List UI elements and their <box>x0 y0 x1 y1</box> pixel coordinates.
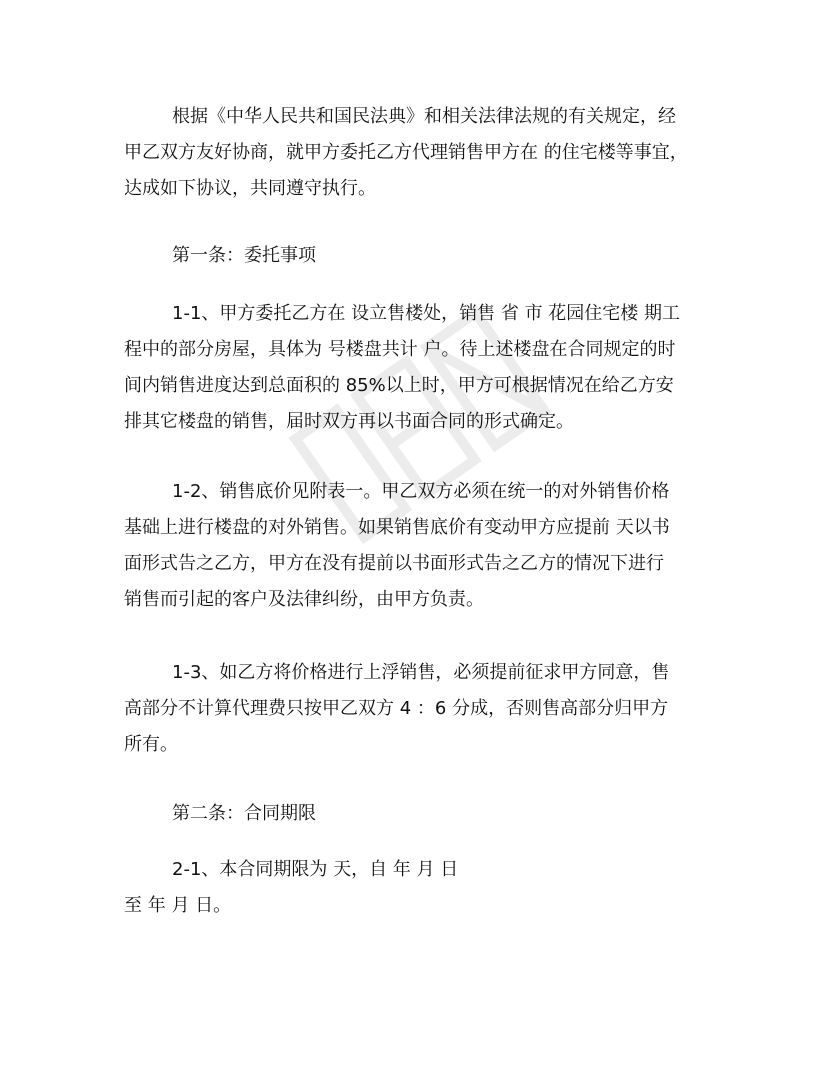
clause-line: 1-3、如乙方将价格进行上浮销售，必须提前征求甲方同意，售 <box>172 662 670 683</box>
intro-line: 甲乙双方友好协商，就甲方委托乙方代理销售甲方在 的住宅楼等事宜， <box>124 142 688 163</box>
clause-line: 高部分不计算代理费只按甲乙双方 4 ：6 分成，否则售高部分归甲方 <box>124 698 669 719</box>
clause-2-1 <box>124 852 724 924</box>
clause-1-3 <box>124 655 724 763</box>
clause-1-2 <box>124 474 724 618</box>
clause-1-1 <box>124 296 724 440</box>
clause-line: 排其它楼盘的销售，届时双方再以书面合同的形式确定。 <box>124 411 574 432</box>
clause-line: 基础上进行楼盘的对外销售。如果销售底价有变动甲方应提前 天以书 <box>124 517 670 538</box>
clause-line: 2-1、本合同期限为 天，自 年 月 日 <box>172 859 459 880</box>
intro-line: 根据《中华人民共和国民法典》和相关法律法规的有关规定，经 <box>172 106 676 127</box>
clause-line: 销售而引起的客户及法律纠纷，由甲方负责。 <box>124 589 484 610</box>
clause-line: 间内销售进度达到总面积的 85%以上时，甲方可根据情况在给乙方安 <box>124 375 674 396</box>
clause-line: 所有。 <box>124 734 178 755</box>
article-1-title: 第一条：委托事项 <box>172 245 316 266</box>
article-2-title: 第二条：合同期限 <box>172 803 316 824</box>
clause-line: 1-1、甲方委托乙方在 设立售楼处，销售 省 市 花园住宅楼 期工 <box>172 303 681 324</box>
clause-line: 面形式告之乙方，甲方在没有提前以书面形式告之乙方的情况下进行 <box>124 553 664 574</box>
intro-paragraph <box>124 99 724 207</box>
intro-line: 达成如下协议，共同遵守执行。 <box>124 178 376 199</box>
clause-line: 至 年 月 日。 <box>124 895 232 916</box>
clause-line: 程中的部分房屋，具体为 号楼盘共计 户。待上述楼盘在合同规定的时 <box>124 339 676 360</box>
clause-line: 1-2、销售底价见附表一。甲乙双方必须在统一的对外销售价格 <box>172 481 670 502</box>
